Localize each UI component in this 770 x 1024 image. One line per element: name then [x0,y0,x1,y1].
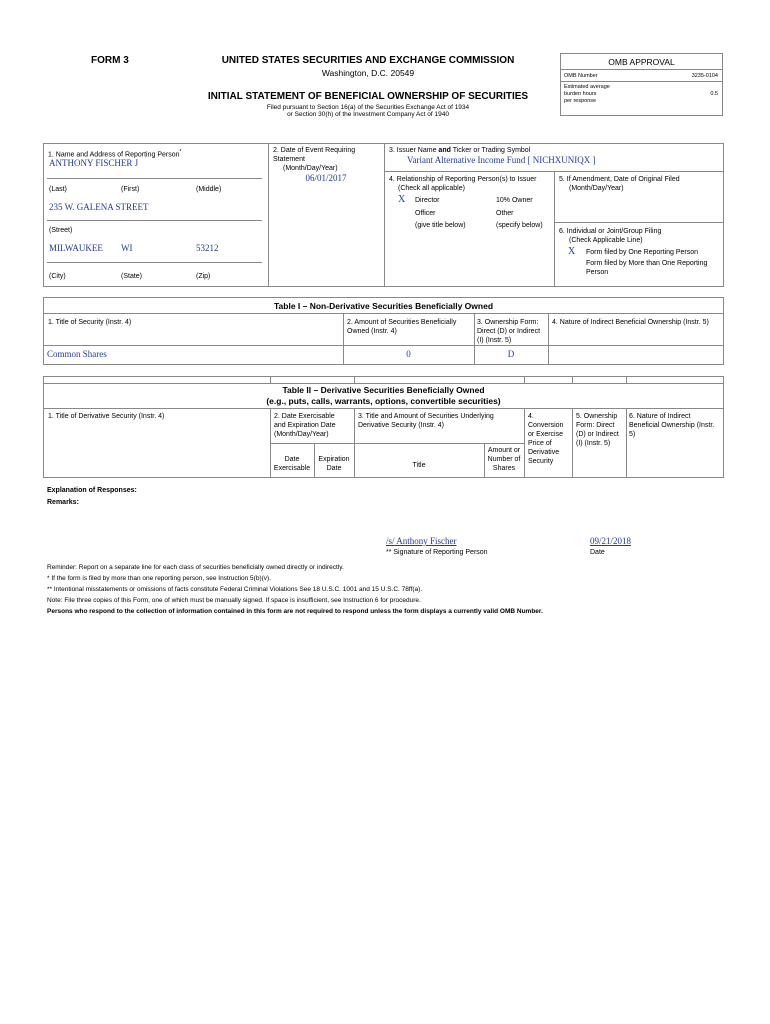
remarks-heading: Remarks: [47,499,79,506]
state-value: WI [121,243,133,253]
issuer-label: 3. Issuer Name and Ticker or Trading Symbol [389,147,531,154]
table-1-row-title: Common Shares [47,349,107,359]
other-option[interactable]: Other [496,210,514,217]
table-2-sub-date-exercisable: Date Exercisable [273,456,311,472]
table-1-col-form: 3. Ownership Form: Direct (D) or Indirect (I) (Instr. 5) [477,319,541,344]
last-label: (Last) [49,186,67,193]
omb-title: OMB APPROVAL [608,57,675,67]
table-2-col-ownership-form: 5. Ownership Form: Direct (D) or Indirect (I) (Instr. 5) [576,413,619,447]
table-2-col-title: 1. Title of Derivative Security (Instr. 4) [48,413,165,420]
table-2-sub-title: Title [412,462,426,469]
reporting-person-name: ANTHONY FISCHER J [49,158,139,168]
event-date-label: 2. Date of Event Requiring Statement (Month/Day/Year) [273,147,356,172]
table-2-col-nature: 6. Nature of Indirect Beneficial Ownership (Instr. 5) [629,413,715,438]
filing-one-person[interactable]: Form filed by One Reporting Person [586,249,699,256]
footer-notes [47,562,747,617]
table-1-row-amount: 0 [406,349,411,359]
omb-burden-value: 0.5 [710,91,718,97]
table-row [43,346,724,365]
zip-label: (Zip) [196,273,211,280]
officer-note: (give title below) [415,222,466,229]
note-misstatements: ** Intentional misstatements or omissions of facts constitute Federal Criminal Violations See 18 U.S.C. 1001 and 15 U.S.C. 78ff(a). [47,586,423,593]
director-check-mark[interactable]: X [398,194,406,205]
signature-label: ** Signature of Reporting Person [386,549,488,556]
filing-label: 6. Individual or Joint/Group Filing (Check Applicable Line) [559,228,662,244]
table-2-sub-amount: Amount or Number of Shares [487,447,521,472]
event-date-value: 06/01/2017 [305,173,347,183]
date-label: Date [590,549,605,556]
table-2-col-dates: 2. Date Exercisable and Expiration Date (Month/Day/Year) [274,413,336,438]
street-label: (Street) [49,227,73,234]
table-1-title: Table I – Non-Derivative Securities Beneficially Owned [273,301,494,311]
table-2-title: Table II – Derivative Securities Beneficially Owned [282,385,485,395]
table-2-col-underlying: 3. Title and Amount of Securities Underlying Derivative Security (Instr. 4) [358,413,494,429]
relationship-label: 4. Relationship of Reporting Person(s) to Issuer (Check all applicable) [389,176,537,192]
note-reminder: Reminder: Report on a separate line for each class of securities beneficially owned directly or indirectly. [47,564,344,571]
state-label: (State) [121,273,143,280]
note-omb: Persons who respond to the collection of information contained in this form are not required to respond unless the form displays a currently valid OMB Number. [47,608,543,615]
filing-check-mark[interactable]: X [568,246,576,257]
note-multiple-persons: * If the form is filed by more than one reporting person, see Instruction 5(b)(v). [47,575,271,582]
ten-percent-owner-option[interactable]: 10% Owner [496,197,533,204]
explanation-heading: Explanation of Responses: [47,487,137,494]
form-label: FORM 3 [91,55,129,66]
omb-burden-label: Estimated average burden hours per response [564,84,610,104]
street-value: 235 W. GALENA STREET [49,202,149,212]
omb-approval-box [560,53,723,116]
table-1-col-title: 1. Title of Security (Instr. 4) [48,319,132,326]
city-value: MILWAUKEE [49,243,103,253]
table-2-subtitle: (e.g., puts, calls, warrants, options, convertible securities) [266,396,501,406]
other-note: (specify below) [496,222,543,229]
signature-value: /s/ Anthony Fischer [386,536,457,546]
filed-line-2: or Section 30(h) of the Investment Company Act of 1940 [287,111,449,118]
table-1-row-form: D [507,349,515,359]
city-label: (City) [49,273,66,280]
first-label: (First) [121,186,140,193]
omb-number-value: 3235-0104 [691,73,718,79]
filing-more-persons[interactable]: Form filed by More than One Reporting Person [586,260,708,276]
director-option[interactable]: Director [415,197,440,204]
note-copies: Note: File three copies of this Form, one of which must be manually signed. If space is insufficient, see Instruction 6 for procedure. [47,597,421,604]
page-title: INITIAL STATEMENT OF BENEFICIAL OWNERSHIP OF SECURITIES [207,91,529,102]
reporting-person-label: 1. Name and Address of Reporting Person* [48,149,182,159]
middle-label: (Middle) [196,186,222,193]
issuer-value: Variant Alternative Income Fund [ NICHXUNIQX ] [407,155,596,165]
signature-date-value: 09/21/2018 [590,536,632,546]
filed-line-1: Filed pursuant to Section 16(a) of the Securities Exchange Act of 1934 [266,104,470,111]
table-2-sub-expiration: Expiration Date [318,456,350,472]
amendment-label: 5. If Amendment, Date of Original Filed (Month/Day/Year) [559,176,680,192]
agency-name: UNITED STATES SECURITIES AND EXCHANGE COMMISSION [221,55,515,66]
officer-option[interactable]: Officer [415,210,436,217]
agency-location: Washington, D.C. 20549 [321,68,415,78]
table-2-col-conversion: 4. Conversion or Exercise Price of Derivative Security [528,413,564,465]
table-1-col-nature: 4. Nature of Indirect Beneficial Ownership (Instr. 5) [552,319,709,326]
table-1-col-amount: 2. Amount of Securities Beneficially Owned (Instr. 4) [347,319,457,335]
omb-number-label: OMB Number [564,73,598,79]
zip-value: 53212 [196,243,219,253]
